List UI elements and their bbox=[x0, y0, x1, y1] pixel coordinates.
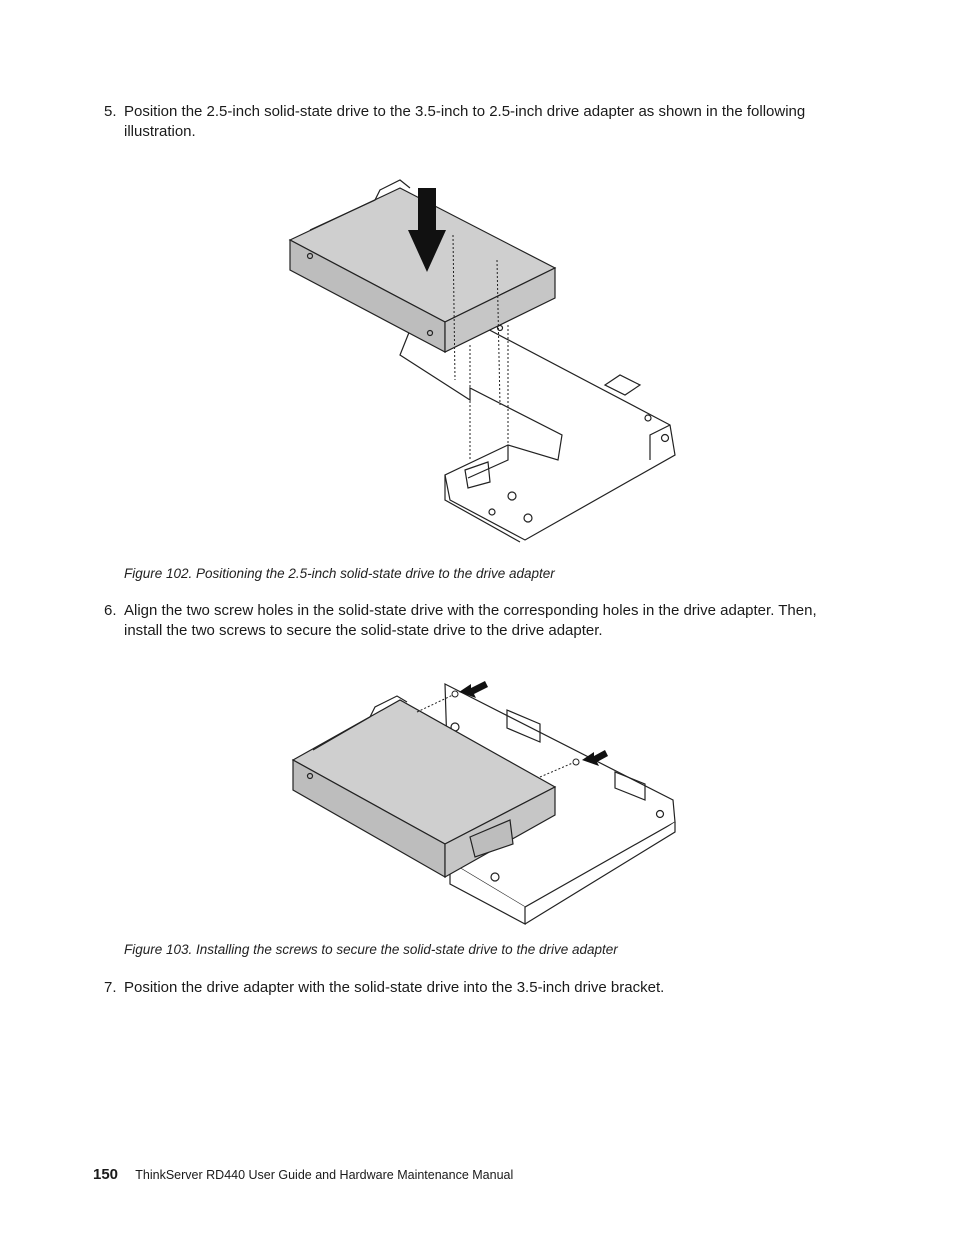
manual-title: ThinkServer RD440 User Guide and Hardware Maintenance Manual bbox=[135, 1168, 514, 1182]
figure-103-caption: Figure 103. Installing the screws to secure the solid-state drive to the drive adapter bbox=[124, 942, 618, 957]
figure-102-caption: Figure 102. Positioning the 2.5-inch solid-state drive to the drive adapter bbox=[124, 566, 555, 581]
step-number: 7. bbox=[104, 979, 117, 996]
page-footer bbox=[93, 1166, 513, 1183]
figure-102-illustration bbox=[280, 170, 690, 550]
step-number: 5. bbox=[104, 103, 117, 120]
step-number: 6. bbox=[104, 602, 117, 619]
step-text: Align the two screw holes in the solid-state drive with the corresponding holes in the drive adapter. Then, install the two screws to secure the solid-state drive to the drive adapter. bbox=[124, 602, 817, 639]
page-number: 150 bbox=[93, 1166, 119, 1183]
figure-103-illustration bbox=[285, 672, 685, 927]
step-text: Position the 2.5-inch solid-state drive to the 3.5-inch to 2.5-inch drive adapter as shown in the following illustration. bbox=[124, 103, 806, 140]
step-text: Position the drive adapter with the solid-state drive into the 3.5-inch drive bracket. bbox=[124, 979, 665, 996]
